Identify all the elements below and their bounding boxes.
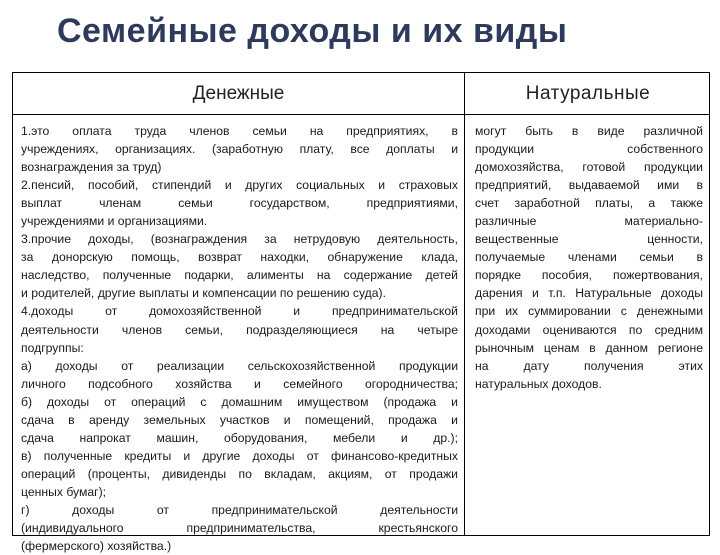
- monetary-text-line: (фермерского) хозяйства.): [21, 539, 172, 554]
- monetary-text-line: вознаграждения за труд): [21, 160, 162, 175]
- monetary-text-line: г) доходы от предпринимательской деятельности: [21, 502, 458, 517]
- monetary-text-line: подгруппы:: [21, 340, 84, 355]
- in-kind-text-line: дарения и т.п. Натуральные доходы: [475, 286, 703, 301]
- in-kind-text-line: доходами оцениваются по средним: [475, 322, 703, 337]
- in-kind-text-line: предприятий, выдаваемой ими в: [475, 178, 703, 193]
- monetary-text-line: 1.это оплата труда членов семьи на предприятиях, в: [21, 124, 458, 138]
- monetary-text-line: а) доходы от реализации сельскохозяйственной продукции: [21, 358, 458, 373]
- monetary-text-line: за донорскую помощь, возврат находки, обнаружение клада,: [21, 250, 458, 265]
- monetary-income-cell: [13, 115, 465, 554]
- table-header-row: [13, 73, 709, 115]
- page-title: Семейные доходы и их виды: [57, 12, 568, 50]
- monetary-text-line: ценных бумаг);: [21, 484, 107, 499]
- in-kind-income-cell: [465, 115, 711, 535]
- in-kind-text-line: вещественные ценности,: [475, 232, 703, 247]
- column-header-in-kind: Натуральные: [525, 83, 651, 104]
- in-kind-text-line: могут быть в виде различной: [475, 124, 703, 138]
- in-kind-text-line: натуральных доходов.: [475, 376, 602, 391]
- monetary-text-line: выплат членам семьи государством, предприятиями,: [21, 196, 458, 211]
- monetary-text-line: в) полученные кредиты и другие доходы от финансово-кредитных: [21, 448, 458, 463]
- in-kind-text-line: различные материально-: [475, 214, 703, 229]
- in-kind-text-line: счет заработной платы, а также: [475, 196, 703, 211]
- in-kind-text-line: при их суммировании с денежными: [475, 304, 703, 319]
- income-types-table: [12, 72, 710, 554]
- monetary-text-line: операций (проценты, дивиденды по вкладам, акциям, от продажи: [21, 466, 458, 481]
- in-kind-text-line: рыночным ценам в данном регионе: [475, 340, 703, 355]
- monetary-text-line: и родителей, другие выплаты и компенсации по решению суда).: [21, 286, 386, 301]
- in-kind-text-line: домохозяйства, готовой продукции: [475, 160, 703, 175]
- in-kind-text-line: порядке пособия, пожертвования,: [475, 268, 703, 283]
- monetary-text-line: (индивидуального предпринимательства, крестьянского: [21, 521, 458, 536]
- monetary-text-line: 4.доходы от домохозяйственной и предпринимательской: [21, 304, 458, 319]
- monetary-text-line: 2.пенсий, пособий, стипендий и других социальных и страховых: [21, 178, 458, 193]
- monetary-text-line: сдача напрокат машин, оборудования, мебели и др.);: [21, 430, 458, 445]
- in-kind-text-line: продукции собственного: [475, 142, 703, 157]
- monetary-text-line: учреждениями и организациями.: [21, 214, 208, 229]
- column-header-monetary: Денежные: [13, 73, 465, 115]
- monetary-text-line: деятельности членов семьи, подразделяющиеся на четыре: [21, 322, 458, 337]
- in-kind-text-line: получаемые членами семьи в: [475, 250, 703, 265]
- monetary-text-line: сдача в аренду земельных участков и помещений, продажа и: [21, 412, 458, 427]
- monetary-text-line: учреждениях, организациях. (заработную плату, все доплаты и: [21, 142, 458, 157]
- in-kind-text-line: на дату получения этих: [475, 358, 703, 373]
- monetary-text-line: личного подсобного хозяйства и семейного огородничества;: [21, 376, 458, 391]
- monetary-text-line: б) доходы от операций с домашним имуществом (продажа и: [21, 394, 458, 409]
- monetary-text-line: 3.прочие доходы, (вознаграждения за нетрудовую деятельность,: [21, 232, 458, 247]
- monetary-text-line: наследство, полученные подарки, алименты на содержание детей: [21, 268, 458, 283]
